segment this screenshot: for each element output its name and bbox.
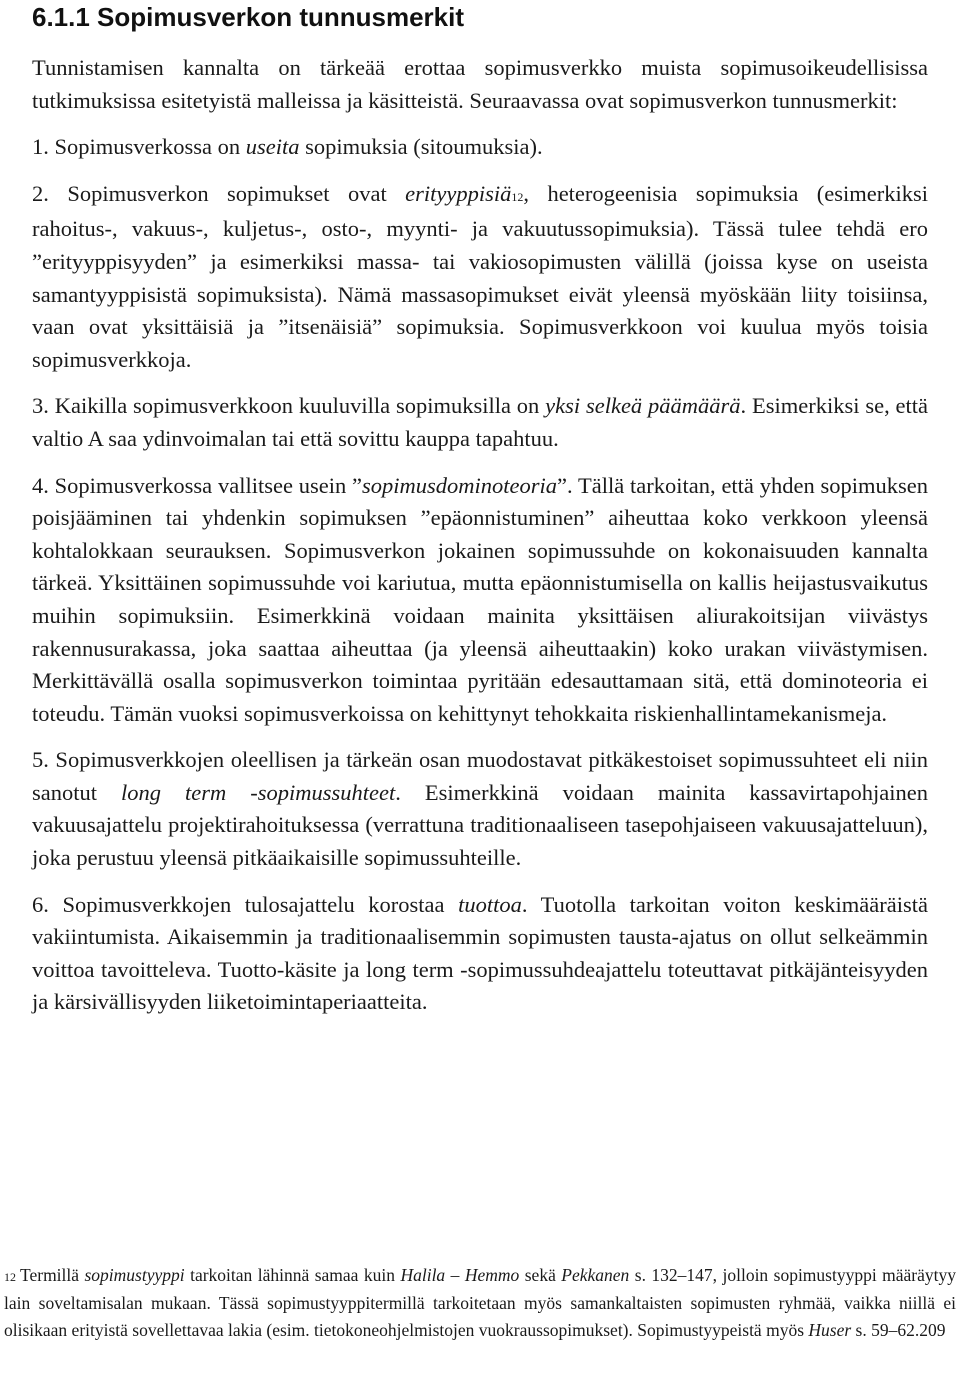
list-item-6: 6. Sopimusverkkojen tulosajattelu korostaa tuottoa. Tuotolla tarkoitan voiton keskimääräistä vakiintumista. Aikaisemmin ja traditionaalisemmin sopimusten tausta-ajatus on ollut selkeämmin voittoa tavoitteleva. Tuotto-käsite ja long term -sopimussuhdeajattelu toteuttavat pitkäjänteisyyden ja kärsivällisyyden liiketoimintaperiaatteita. — [32, 891, 928, 1015]
intro-paragraph: Tunnistamisen kannalta on tärkeää erottaa sopimusverkko muista sopimusoikeudellisissa tutkimuksissa esitetyistä malleissa ja käsitteistä. Seuraavassa ovat sopimusverkon tunnusmerkit: — [32, 55, 928, 113]
list-item-4: 4. Sopimusverkossa vallitsee usein ”sopimusdominoteoria”. Tällä tarkoitan, että yhden sopimuksen poisjääminen tai yhdenkin sopimuksen ”epäonnistuminen” aiheuttaa koko verkkoon yleensä kohtalokkaan seurauksen. Sopimusverkon jokainen sopimussuhde on kokonaisuuden kannalta tärkeä. Yksittäinen sopimussuhde voi kariutua, mutta epäonnistumisella on kallis heijastusvaikutus muihin sopimuksiin. Esimerkkinä voidaan mainita yksittäisen aliurakoitsijan viivästys rakennusurakassa, joka saattaa aiheuttaa (ja yleensä aiheuttaakin) koko urakan viivästymisen. Merkittävällä osalla sopimusverkon toimintaa pyritään edesauttamaan sitä, että dominoteoria ei toteudu. Tämän vuoksi sopimusverkoissa on kehittynyt tehokkaita riskienhallintamekanismeja. — [32, 472, 928, 726]
emphasis: tuottoa — [458, 891, 522, 917]
list-item-3: 3. Kaikilla sopimusverkkoon kuuluvilla sopimuksilla on yksi selkeä päämäärä. Esimerkiksi se, että valtio A saa ydinvoimalan tai että sovittu kauppa tapahtuu. — [32, 393, 929, 451]
section-heading: 6.1.1 Sopimusverkon tunnusmerkit — [32, 2, 465, 32]
emphasis: sopimusdominoteoria — [362, 472, 558, 498]
footnote-area — [0, 1262, 960, 1343]
footnote-number: 12 — [4, 1270, 16, 1284]
emphasis: yksi selkeä päämäärä — [545, 393, 741, 419]
list-item-2: 2. Sopimusverkon sopimukset ovat erityyppisiä12, heterogeenisia sopimuksia (esimerkiksi rahoitus-, vakuus-, kuljetus-, osto-, myynti- ja vakuutussopimuksia). Tässä tulee tehdä ero ”erityyppisyyden” ja esimerkiksi massa- tai vakiosopimusten välillä (joissa kyse on useista samantyyppisistä sopimuksista). Nämä massasopimukset eivät yleensä myöskään liity toisiinsa, vaan ovat yksittäisiä ja ”itsenäisiä” sopimuksia. Sopimusverkkoon voi kuulua myös toisia sopimusverkkoja. — [32, 180, 928, 372]
footnote-12: 12 Termillä sopimustyyppi tarkoitan lähinnä samaa kuin Halila – Hemmo sekä Pekkanen s. 132–147, jolloin sopimustyyppi määräytyy lain soveltamisalan mukaan. Tässä sopimustyyppitermillä tarkoitetaan myös samankaltaisten sopimusten ryhmää, vaikka niillä ei olisikaan erityistä sovellettavaa lakia (esim. tietokoneohjelmistojen vuokraussopimukset). Sopimustyypeistä myös Huser s. 59–62.209 — [4, 1265, 957, 1340]
list-item-1: 1. Sopimusverkossa on useita sopimuksia (sitoumuksia). — [32, 134, 543, 160]
footnote-ref[interactable]: 12 — [511, 189, 524, 204]
list-item-5: 5. Sopimusverkkojen oleellisen ja tärkeän osan muodostavat pitkäkestoiset sopimussuhteet eli niin sanotut long term -sopimussuhteet. Esimerkkinä voidaan mainita kassavirtapohjainen vakuusajattelu projektirahoituksessa (verrattuna traditionaaliseen tasepohjaiseen vakuusajatteluun), joka perustuu yleensä pitkäaikaisille sopimussuhteille. — [32, 747, 928, 871]
emphasis: erityyppisiä — [405, 180, 512, 206]
emphasis: long term -sopimussuhteet — [121, 779, 396, 805]
emphasis: useita — [245, 134, 300, 160]
